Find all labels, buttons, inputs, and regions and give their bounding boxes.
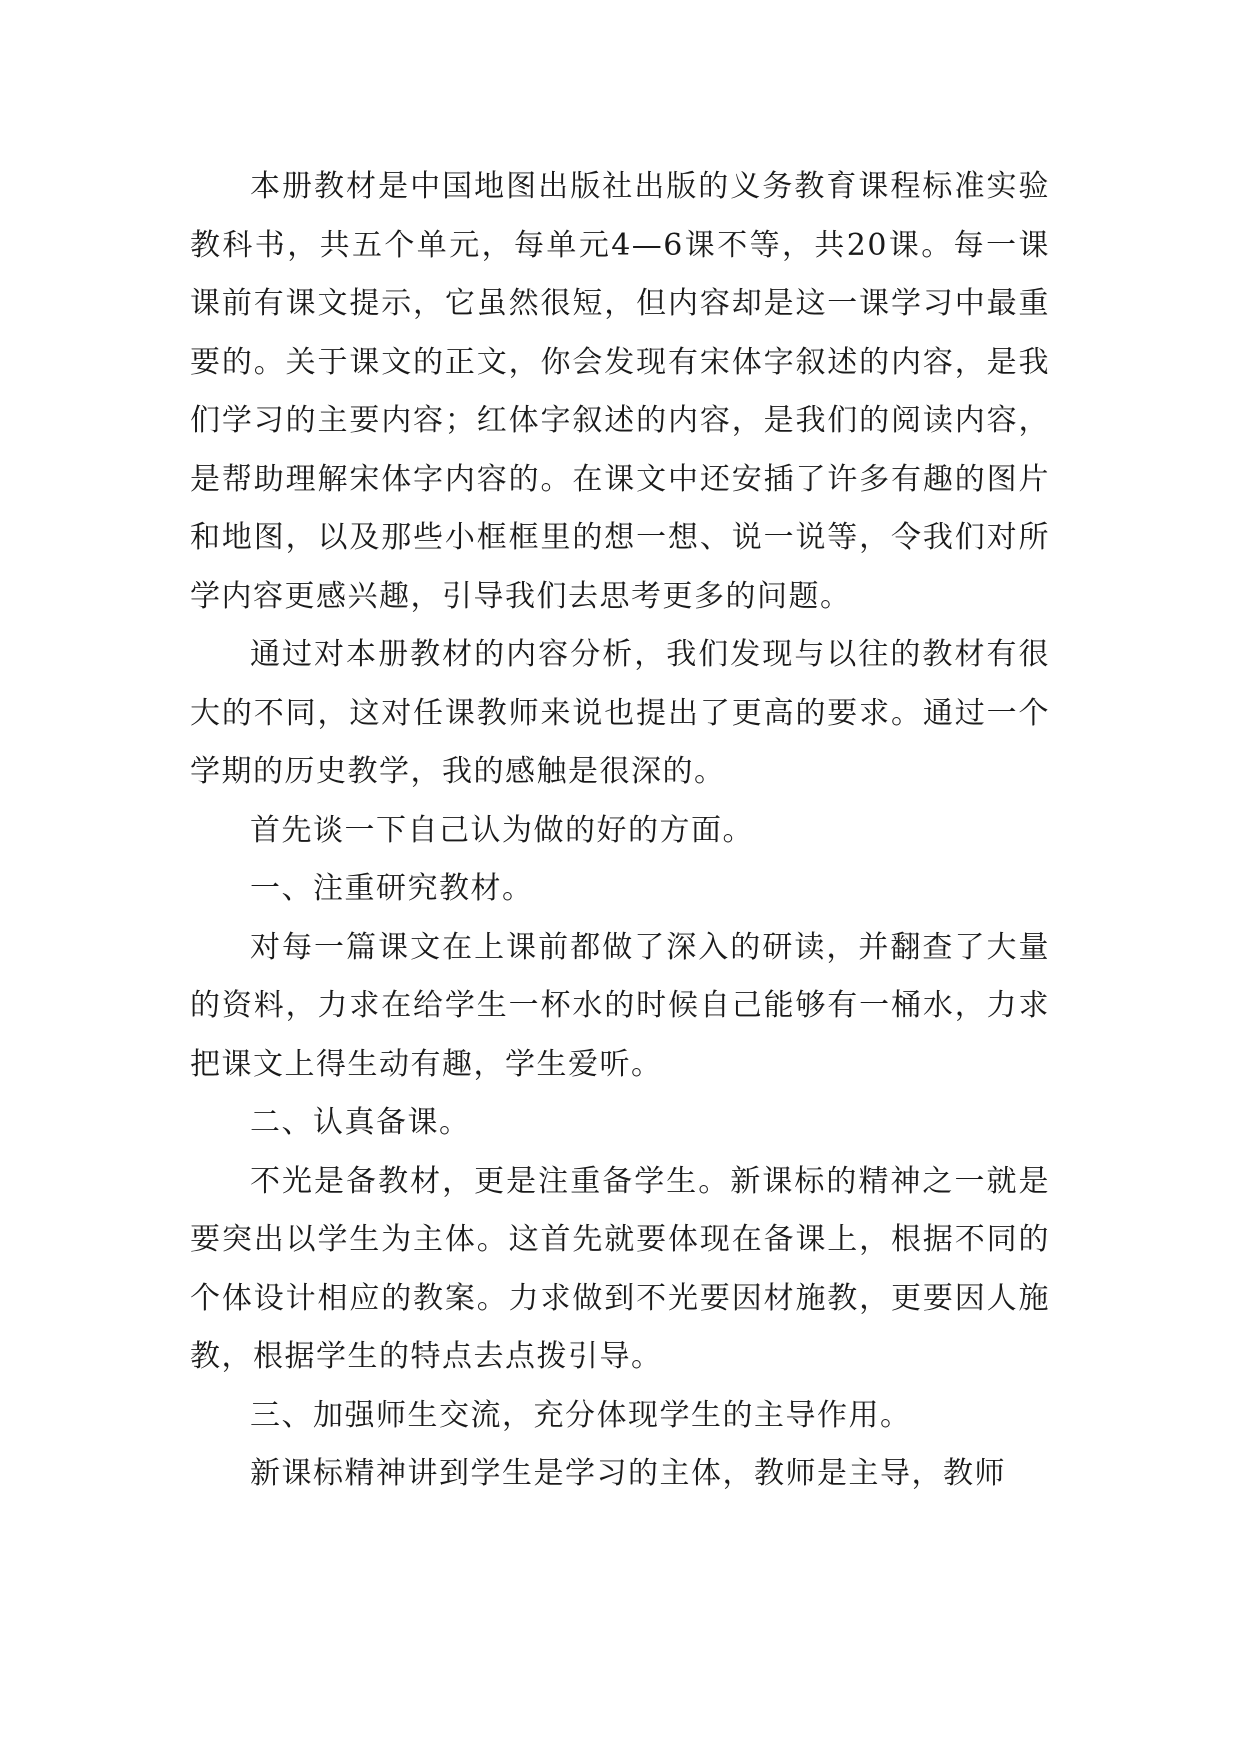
paragraph-study-textbook: 对每一篇课文在上课前都做了深入的研读，并翻查了大量的资料，力求在给学生一杯水的时候自己能够有一桶水，力求把课文上得生动有趣，学生爱听。 — [190, 929, 1050, 1082]
paragraph-lesson-prep: 不光是备教材，更是注重备学生。新课标的精神之一就是要突出以学生为主体。这首先就要体现在备课上，根据不同的个体设计相应的教案。力求做到不光要因材施教，更要因人施教，根据学生的特点去点拨引导。 — [190, 1163, 1050, 1374]
document-body — [190, 158, 1050, 1504]
paragraph-strengths-intro: 首先谈一下自己认为做的好的方面。 — [250, 812, 754, 848]
heading-lesson-prep: 二、认真备课。 — [250, 1105, 471, 1140]
heading-teacher-student-exchange: 三、加强师生交流，充分体现学生的主导作用。 — [250, 1397, 912, 1433]
paragraph-teacher-student-exchange: 新课标精神讲到学生是学习的主体，教师是主导，教师 — [250, 1456, 1006, 1491]
paragraph-analysis: 通过对本册教材的内容分析，我们发现与以往的教材有很大的不同，这对任课教师来说也提出了更高的要求。通过一个学期的历史教学，我的感触是很深的。 — [190, 637, 1050, 789]
heading-study-textbook: 一、注重研究教材。 — [250, 871, 534, 906]
paragraph-textbook-intro: 本册教材是中国地图出版社出版的义务教育课程标准实验教科书，共五个单元，每单元4—6课不等，共20课。每一课课前有课文提示，它虽然很短，但内容却是这一课学习中最重要的。关于课文的正文，你会发现有宋体字叙述的内容，是我们学习的主要内容；红体字叙述的内容，是我们的阅读内容，是帮助理解宋体字内容的。在课文中还安插了许多有趣的图片和地图，以及那些小框框里的想一想、说一说等，令我们对所学内容更感兴趣，引导我们去思考更多的问题。 — [190, 169, 1050, 614]
